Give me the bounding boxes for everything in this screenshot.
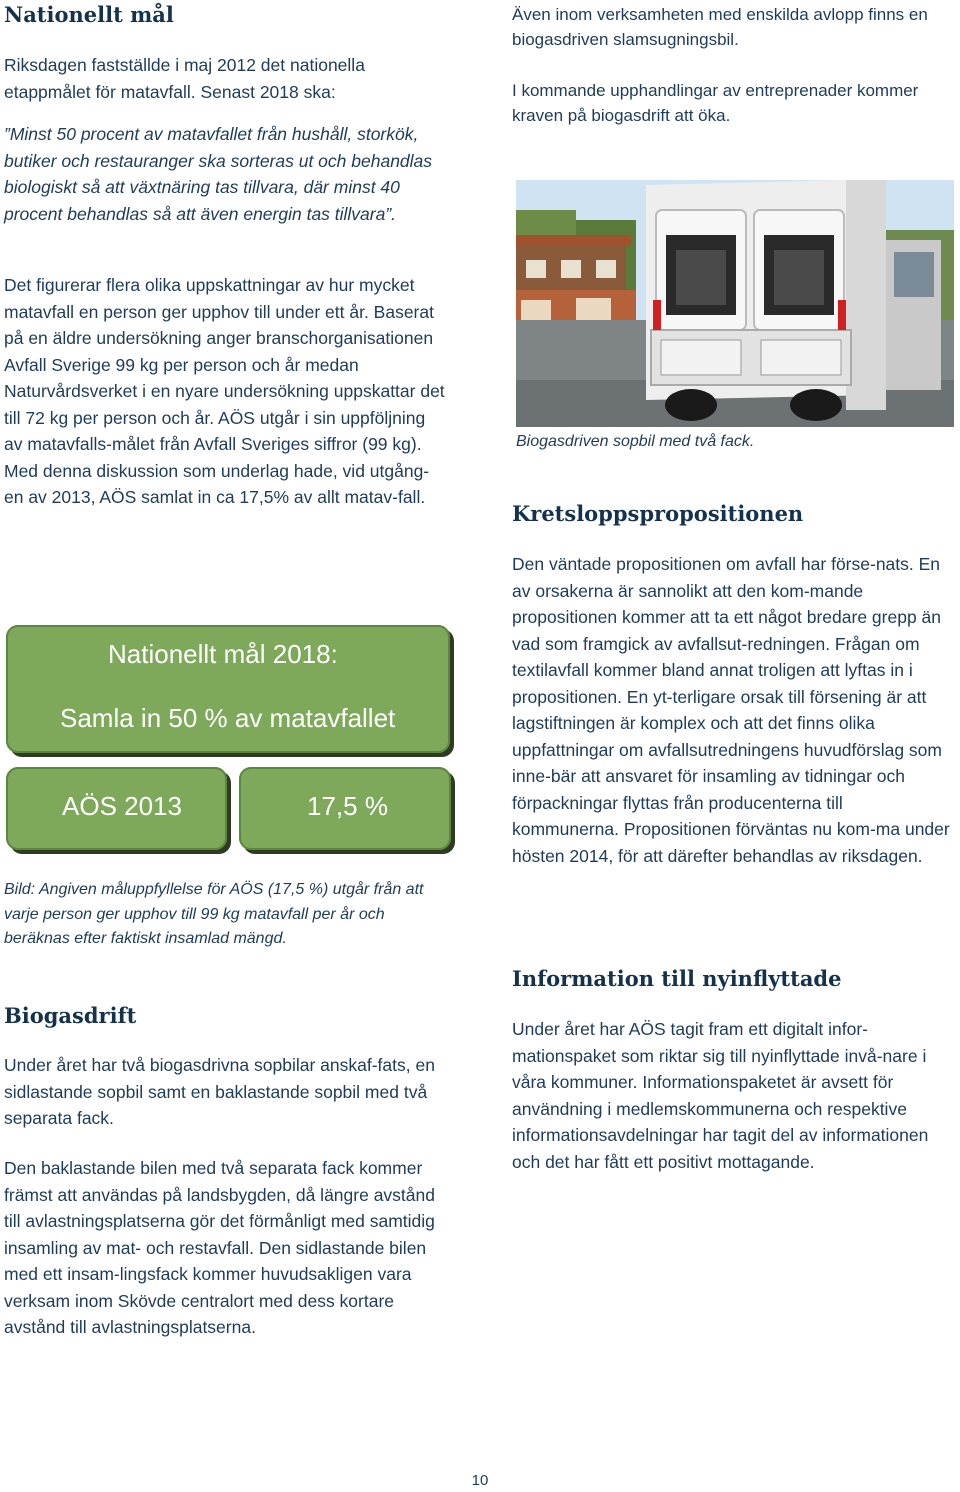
goal-box-aos-value: [239, 767, 451, 850]
heading-information-nyinflyttade: Information till nyinflyttade: [512, 966, 842, 991]
goal-box-title: Nationellt mål 2018:: [108, 639, 338, 669]
aos-percent-value: 17,5 %: [307, 791, 388, 821]
goal-box-national: [6, 625, 450, 753]
aos-year-label: AÖS 2013: [62, 791, 182, 821]
heading-nationellt-mal: Nationellt mål: [4, 2, 174, 27]
sludge-truck-paragraph: Även inom verksamheten med enskilda avlopp finns en biogasdriven slamsugningsbil.: [512, 5, 928, 49]
goal-box-target: Samla in 50 % av matavfallet: [60, 703, 396, 733]
goal-box-aos-label: [6, 767, 227, 850]
proposition-paragraph: Den väntade propositionen om avfall har förse-nats. En av orsakerna är sannolikt att den kom-mande propositionen kommer att ta ett något bredare grepp än vad som framgick av avfallsut-redningen. Frågan om textilavfall kommer bland annat troligen att lyftas in i propositionen. En yt-terligare orsak till försening är att lagstiftningen är komplex och att det finns olika uppfattningar om avfallsutredningens huvudförslag som inne-bär att ansvaret för insamling av tidningar och förpackningar flyttas från producenterna till kommunerna. Propositionen förväntas nu kom-ma under hösten 2014, för att därefter behandlas av riksdagen.: [512, 554, 950, 866]
photo-caption: Biogasdriven sopbil med två fack.: [516, 433, 755, 450]
goal-caption: Bild: Angiven måluppfyllelse för AÖS (17,5 %) utgår från att varje person ger upphov till 99 kg matavfall per år och beräknas efter faktiskt insamlad mängd.: [4, 881, 424, 947]
goal-quote: ”Minst 50 procent av matavfallet från hushåll, storkök, butiker och restauranger ska sorteras ut och behandlas biologiskt så att växtnäring tas tillvara, där minst 40 procent behandlas så att även energin tas tillvara”.: [4, 124, 433, 224]
newcomer-info-paragraph: Under året har AÖS tagit fram ett digitalt infor-mationspaket som riktar sig till nyinflyttade invå-nare i våra kommuner. Informationspaketet är avsett för användning i medlemskommunerna och respektive informationsavdelningar har tagit del av informationen och det har fått ett positivt mottagande.: [512, 1019, 929, 1172]
intro-paragraph: Riksdagen fastställde i maj 2012 det nationella etappmålet för matavfall. Senast 2018 ska:: [4, 55, 365, 102]
biogas-garbage-truck-photo: [516, 180, 954, 427]
estimate-paragraph: Det figurerar flera olika uppskattningar av hur mycket matavfall en person ger upphov till under ett år. Baserat på en äldre undersökning anger branschorganisationen Avfall Sverige 99 kg per person och år medan Naturvårdsverket i en nyare undersökning uppskattar det till 72 kg per person och år. AÖS utgår i sin uppföljning av matavfalls-målet från Avfall Sveriges siffror (99 kg). Med denna diskussion som underlag hade, vid utgång-en av 2013, AÖS samlat in ca 17,5% av allt matav-fall.: [4, 275, 445, 507]
heading-kretsloppspropositionen: Kretsloppspropositionen: [512, 501, 804, 526]
heading-biogasdrift: Biogasdrift: [4, 1003, 137, 1028]
page-number: 10: [471, 1472, 489, 1489]
procurement-paragraph: I kommande upphandlingar av entreprenader kommer kraven på biogasdrift att öka.: [512, 81, 919, 125]
biogas-paragraph-2: Den baklastande bilen med två separata fack kommer främst att användas på landsbygden, då längre avstånd till avlastningsplatserna gör det förmånligt med samtidig insamling av mat- och restavfall. Den sidlastande bilen med ett insam-lingsfack kommer huvudsakligen vara verksam inom Skövde centralort med dess kortare avstånd till avlastningsplatserna.: [4, 1158, 435, 1337]
biogas-paragraph-1: Under året har två biogasdrivna sopbilar anskaf-fats, en sidlastande sopbil samt en baklastande sopbil med två separata fack.: [4, 1055, 435, 1128]
